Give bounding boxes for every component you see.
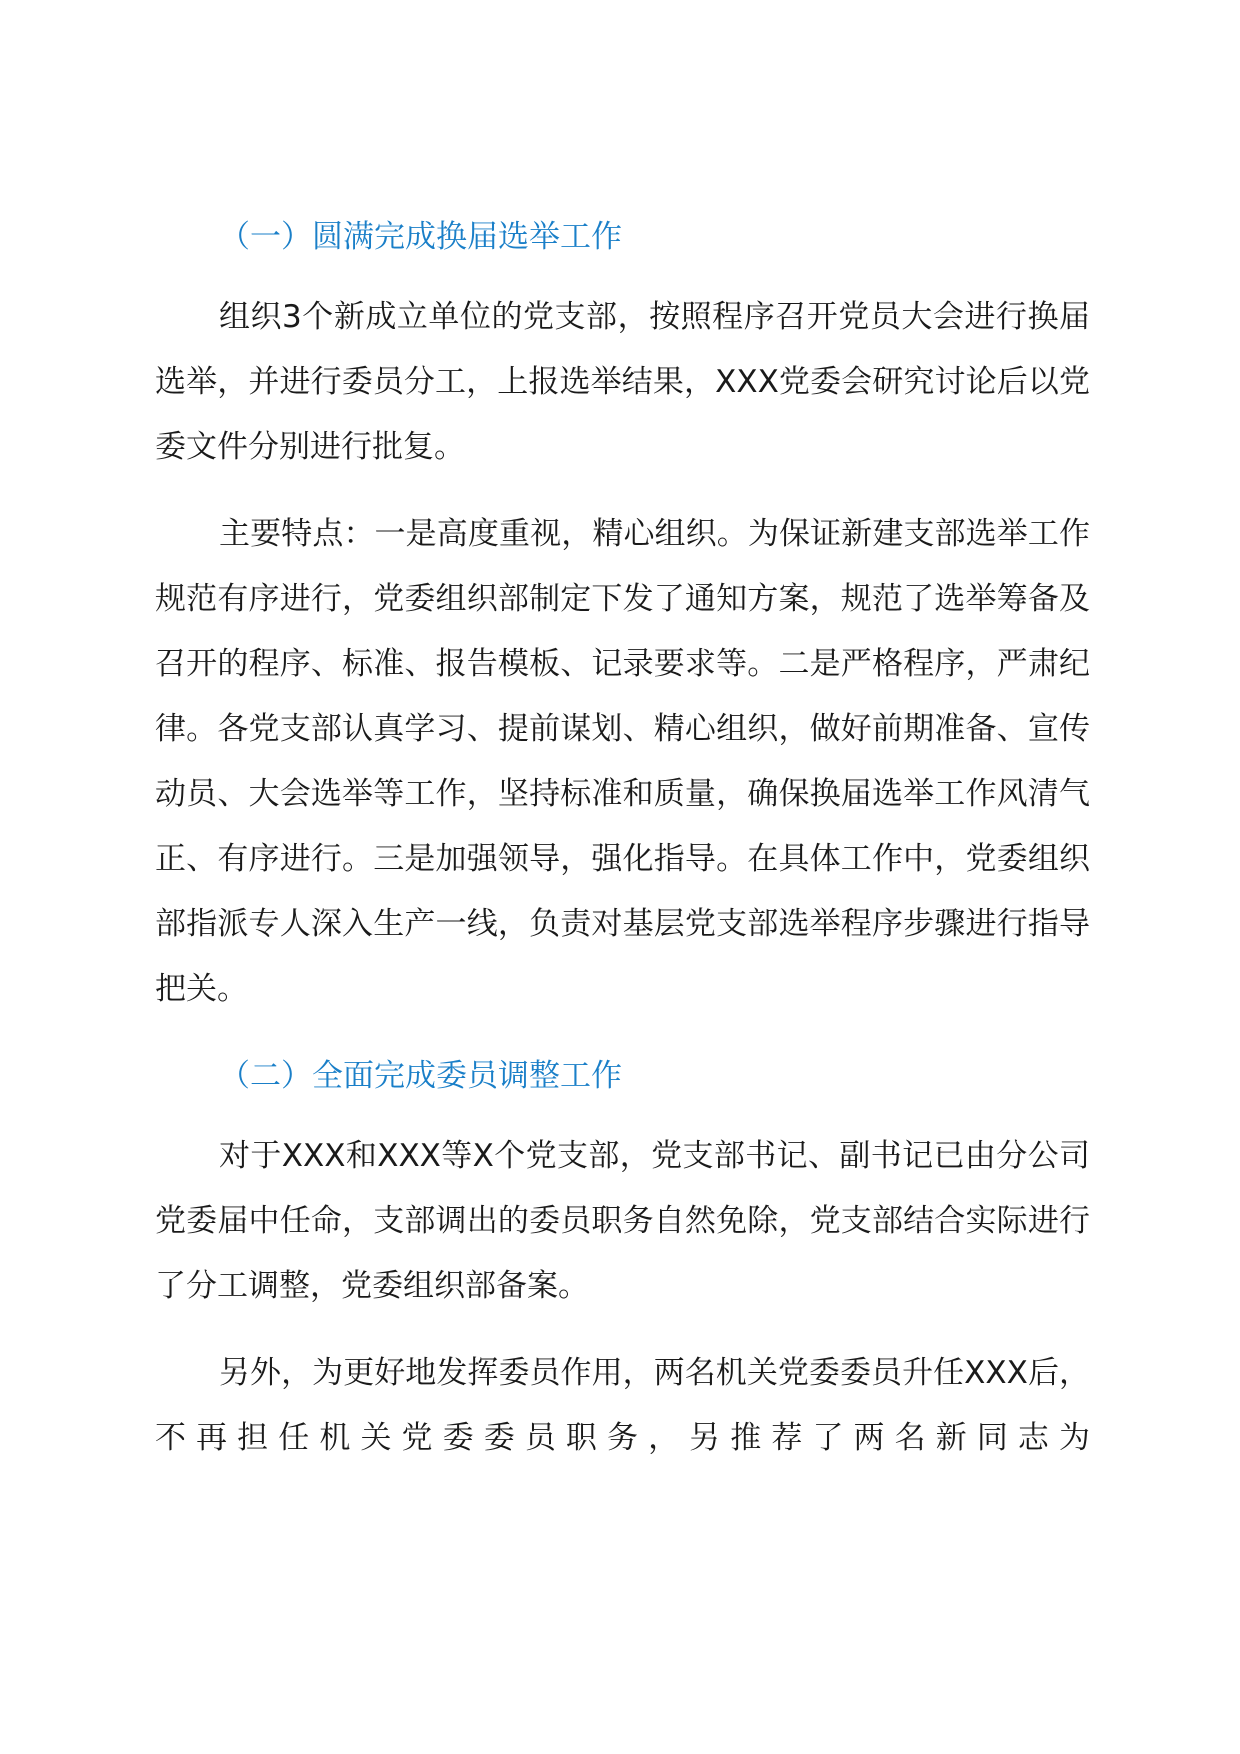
paragraph-additional-note: 另外，为更好地发挥委员作用，两名机关党委委员升任XXX后，不再担任机关党委委员职务，另推荐了两名新同志为	[155, 1355, 1090, 1456]
document-page	[155, 205, 1090, 1471]
paragraph-election-summary: 组织3个新成立单位的党支部，按照程序召开党员大会进行换届选举，并进行委员分工，上报选举结果，XXX党委会研究讨论后以党委文件分别进行批复。	[155, 299, 1090, 465]
section-heading-1: （一）圆满完成换届选举工作	[219, 219, 622, 255]
paragraph-main-features: 主要特点：一是高度重视，精心组织。为保证新建支部选举工作规范有序进行，党委组织部制定下发了通知方案，规范了选举筹备及召开的程序、标准、报告模板、记录要求等。二是严格程序，严肃纪律。各党支部认真学习、提前谋划、精心组织，做好前期准备、宣传动员、大会选举等工作，坚持标准和质量，确保换届选举工作风清气正、有序进行。三是加强领导，强化指导。在具体工作中，党委组织部指派专人深入生产一线，负责对基层党支部选举程序步骤进行指导把关。	[155, 516, 1090, 1007]
section-heading-2: （二）全面完成委员调整工作	[219, 1058, 622, 1094]
paragraph-committee-adjustment: 对于XXX和XXX等X个党支部，党支部书记、副书记已由分公司党委届中任命，支部调出的委员职务自然免除，党支部结合实际进行了分工调整，党委组织部备案。	[155, 1138, 1090, 1304]
